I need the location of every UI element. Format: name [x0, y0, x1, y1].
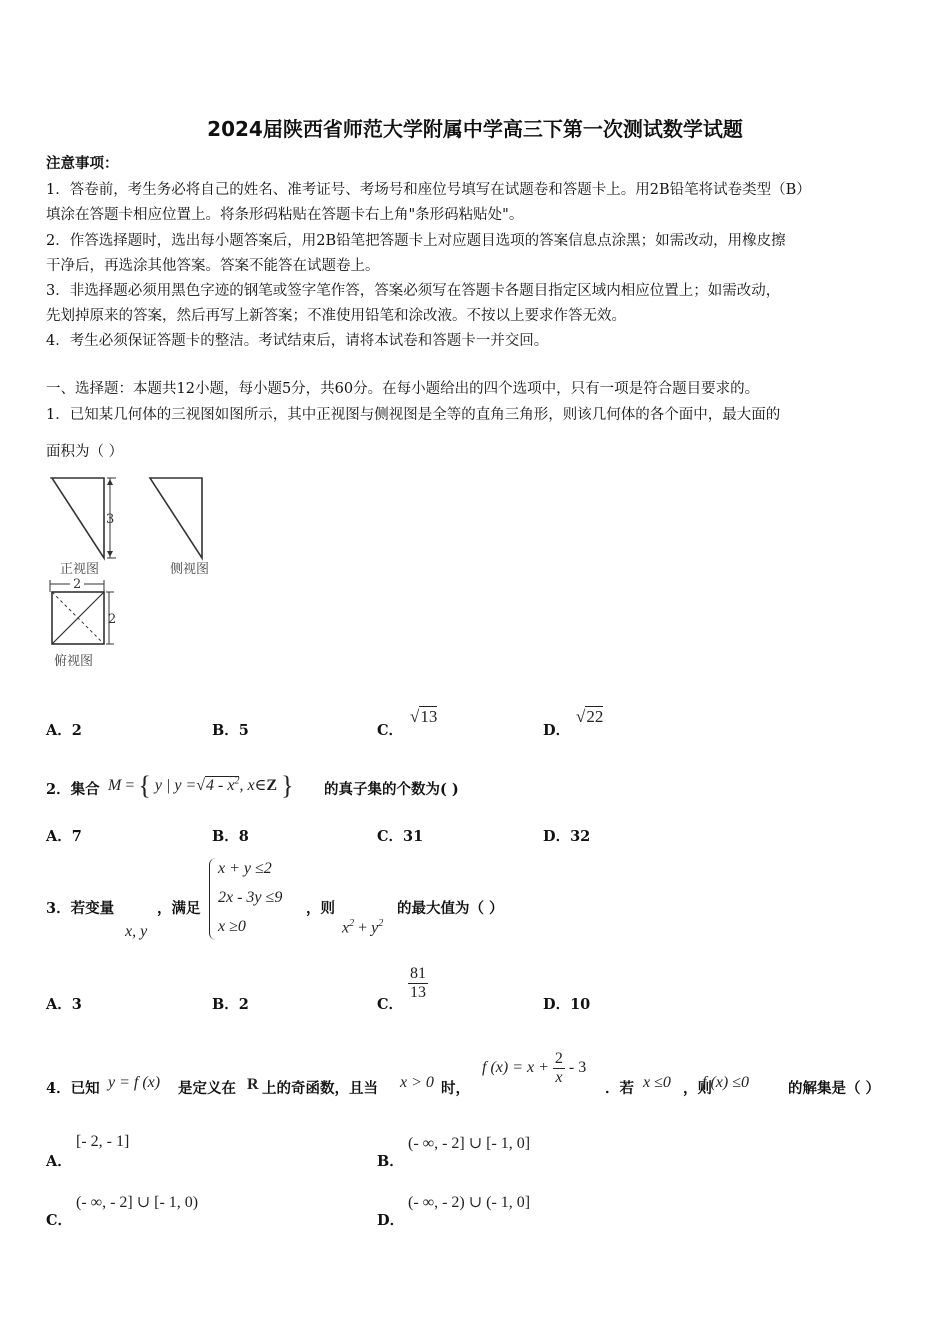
page-title: 2024届陕西省师范大学附属中学高三下第一次测试数学试题 — [207, 117, 743, 141]
option-label: D． — [377, 1212, 405, 1229]
q1-stem-line1: 1．已知某几何体的三视图如图所示，其中正视图与侧视图是全等的直角三角形，则该几何体的各个面中，最大面的 — [46, 407, 781, 423]
left-brace: { — [138, 771, 151, 800]
q4-definition — [482, 1050, 586, 1087]
dim-depth-label: 2 — [108, 612, 117, 627]
plus-sign: + — [358, 919, 368, 937]
notice-heading: 注意事项： — [46, 155, 119, 172]
option-label: A． — [46, 722, 72, 739]
q3-option-c-fraction — [408, 965, 428, 1002]
set-name: M — [108, 777, 122, 794]
front-view-label: 正视图 — [60, 562, 100, 577]
q2-set-expression: M = { y | $y =√4 - x^2$, x∈Z } — [108, 771, 294, 800]
option-label: A． — [46, 828, 72, 845]
q3-target — [342, 918, 383, 937]
notice-line: 3．非选择题必须用黑色字迹的钢笔或签字笔作答，答案必须写在答题卡各题目指定区域内相应位置上；如需改动， — [46, 283, 781, 299]
right-brace: } — [281, 771, 294, 800]
condition: , x∈ — [239, 777, 267, 794]
three-view-figure — [46, 470, 236, 675]
sqrt-radicand: 22 — [586, 707, 604, 726]
option-label: D． — [543, 996, 571, 1013]
f-rhs: - 3 — [568, 1059, 587, 1077]
side-view — [150, 478, 202, 558]
q4-option-a[interactable] — [46, 1150, 72, 1171]
sqrt-radicand: 13 — [420, 707, 438, 726]
equals-sign: = — [125, 777, 135, 794]
section-heading: 一、选择题：本题共12小题，每小题5分，共60分。在每小题给出的四个选项中，只有一项是符合题目要求的。 — [46, 381, 760, 397]
q2-suffix: 的真子集的个数为( ) — [324, 781, 459, 798]
q4-option-c-value: (- ∞, - 2] ∪ [- 1, 0) — [76, 1194, 199, 1211]
f-lhs: f (x) = x + — [482, 1059, 549, 1077]
numerator: 2 — [554, 1050, 563, 1067]
q3-option-a[interactable] — [46, 993, 82, 1014]
option-value: 2 — [238, 996, 249, 1013]
q4-suffix: 的解集是（ ） — [788, 1080, 881, 1097]
q1-option-b[interactable] — [212, 719, 249, 740]
q1-stem-line2: 面积为（ ） — [46, 444, 124, 460]
option-value: 10 — [570, 996, 591, 1013]
q2-option-c[interactable] — [377, 825, 423, 846]
option-value: 5 — [238, 722, 249, 739]
numerator: 81 — [410, 965, 426, 982]
q1-option-a[interactable] — [46, 719, 82, 740]
q2-option-b[interactable] — [212, 825, 249, 846]
q3-constraint: 2x - 3y ≤9 — [218, 889, 283, 906]
q4-prefix: 4．已知 — [46, 1080, 100, 1097]
q4-option-b[interactable] — [377, 1150, 404, 1171]
q4-text: ，则 — [683, 1080, 712, 1097]
option-value: 32 — [570, 828, 591, 845]
option-value: 31 — [403, 828, 424, 845]
front-view — [50, 478, 116, 558]
exponent: 2 — [378, 918, 384, 929]
q1-option-d-value: √22 — [576, 707, 604, 726]
denominator: x — [555, 1069, 563, 1086]
radicand: 4 - x — [206, 777, 235, 794]
q3-then: ，则 — [306, 900, 335, 917]
q4-option-b-value: (- ∞, - 2] ∪ [- 1, 0] — [408, 1135, 531, 1152]
notice-line: 填涂在答题卡相应位置上。将条形码粘贴在答题卡右上角"条形码粘贴处"。 — [46, 207, 524, 223]
q3-prefix: 3．若变量 — [46, 900, 115, 917]
top-view — [50, 577, 116, 644]
q3-constraint: x + y ≤2 — [218, 860, 272, 877]
integer-set-symbol: Z — [266, 777, 278, 794]
notice-line: 1．答卷前，考生务必将自己的姓名、准考证号、考场号和座位号填写在试题卷和答题卡上。用2B铅笔将试卷类型（B） — [46, 182, 811, 198]
q4-condition2: x ≤0 — [643, 1074, 671, 1091]
option-label: C． — [377, 996, 404, 1013]
option-label: B． — [212, 722, 239, 739]
side-view-label: 侧视图 — [170, 562, 210, 577]
option-label: D． — [543, 828, 571, 845]
q2-option-a[interactable] — [46, 825, 82, 846]
option-label: D． — [543, 722, 571, 739]
option-label: B． — [377, 1153, 404, 1170]
q3-mid: ，满足 — [157, 900, 201, 917]
q4-condition: x > 0 — [400, 1074, 434, 1091]
option-label: B． — [212, 828, 239, 845]
q3-option-b[interactable] — [212, 993, 249, 1014]
q3-vars: x, y — [125, 923, 148, 940]
notice-line: 2．作答选择题时，选出每小题答案后，用2B铅笔把答题卡上对应题目选项的答案信息点涂黑；如需改动，用橡皮擦 — [46, 233, 786, 249]
dim-height-label: 3 — [106, 512, 115, 527]
q2-prefix: 2．集合 — [46, 781, 100, 798]
q4-option-d[interactable] — [377, 1209, 404, 1230]
system-brace — [209, 858, 216, 940]
option-value: 7 — [71, 828, 82, 845]
q1-option-d[interactable] — [543, 719, 570, 740]
q4-text: ．若 — [605, 1080, 634, 1097]
option-value: 8 — [238, 828, 249, 845]
option-label: A． — [46, 1153, 72, 1170]
q2-option-d[interactable] — [543, 825, 590, 846]
dim-width-label: 2 — [73, 577, 82, 592]
option-label: B． — [212, 996, 239, 1013]
var-x: x — [342, 919, 350, 937]
q4-option-d-value: (- ∞, - 2) ∪ (- 1, 0] — [408, 1194, 531, 1211]
q3-constraint: x ≥0 — [218, 918, 246, 935]
option-label: C． — [377, 828, 404, 845]
exponent: 2 — [234, 775, 240, 787]
q4-text: 是定义在 — [178, 1080, 236, 1097]
option-label: C． — [46, 1212, 73, 1229]
q4-option-a-value: [- 2, - 1] — [76, 1133, 130, 1150]
q1-option-c[interactable] — [377, 719, 403, 740]
var-y: y — [371, 919, 379, 937]
q4-function: y = f (x) — [108, 1074, 161, 1091]
notice-line: 先划掉原来的答案，然后再写上新答案；不准使用铅笔和涂改液。不按以上要求作答无效。 — [46, 308, 626, 324]
q4-inequality: f (x) ≤0 — [702, 1074, 749, 1091]
option-value: 3 — [71, 996, 82, 1013]
q4-reals: R — [247, 1076, 259, 1093]
option-value: 2 — [71, 722, 82, 739]
q4-text: 上的奇函数，且当 — [262, 1080, 378, 1097]
denominator: 13 — [410, 984, 426, 1001]
top-view-label: 俯视图 — [54, 654, 94, 669]
notice-line: 干净后，再选涂其他答案。答案不能答在试题卷上。 — [46, 258, 380, 274]
q1-option-c-value: √13 — [410, 707, 438, 726]
option-label: A． — [46, 996, 72, 1013]
notice-line: 4．考生必须保证答题卡的整洁。考试结束后，请将本试卷和答题卡一并交回。 — [46, 333, 549, 349]
q3-option-c[interactable] — [377, 993, 403, 1014]
option-label: C． — [377, 722, 404, 739]
q4-option-c[interactable] — [46, 1209, 72, 1230]
exponent: 2 — [349, 918, 355, 929]
q3-suffix: 的最大值为（ ） — [397, 900, 504, 917]
q3-option-d[interactable] — [543, 993, 590, 1014]
set-variable: y | y = — [154, 777, 197, 794]
q4-text: 时， — [441, 1080, 470, 1097]
